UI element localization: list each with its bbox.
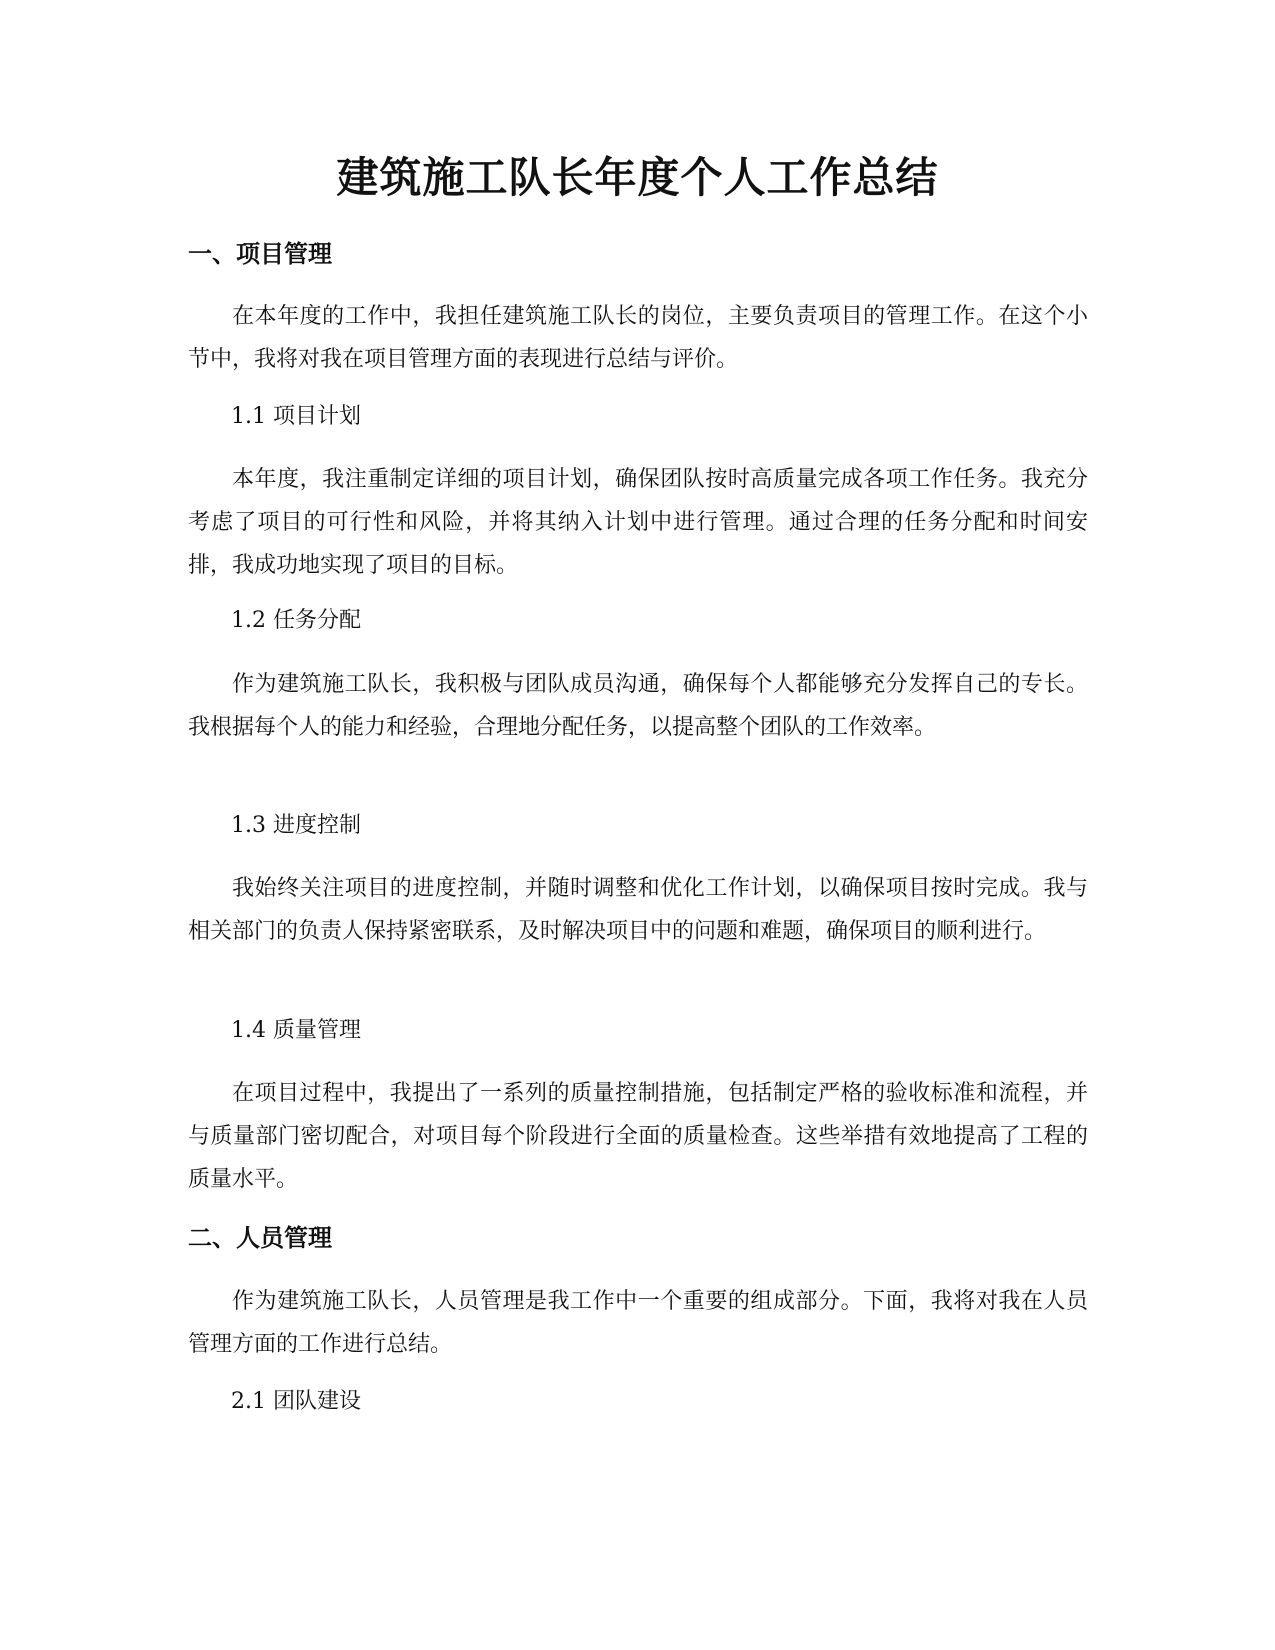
subsection-heading-quality-management: 1.4 质量管理 bbox=[231, 1018, 361, 1043]
subsection-heading-project-plan: 1.1 项目计划 bbox=[231, 404, 361, 429]
section-heading-personnel-management: 二、人员管理 bbox=[188, 1224, 332, 1252]
task-allocation-paragraph: 作为建筑施工队长，我积极与团队成员沟通，确保每个人都能够充分发挥自己的专长。我根据每个人的能力和经验，合理地分配任务，以提高整个团队的工作效率。 bbox=[188, 672, 1088, 740]
section2-intro-paragraph: 作为建筑施工队长，人员管理是我工作中一个重要的组成部分。下面，我将对我在人员管理方面的工作进行总结。 bbox=[188, 1289, 1088, 1357]
subsection-heading-team-building: 2.1 团队建设 bbox=[231, 1389, 361, 1414]
subsection-heading-task-allocation: 1.2 任务分配 bbox=[231, 608, 361, 633]
progress-control-paragraph: 我始终关注项目的进度控制，并随时调整和优化工作计划，以确保项目按时完成。我与相关部门的负责人保持紧密联系，及时解决项目中的问题和难题，确保项目的顺利进行。 bbox=[188, 876, 1088, 944]
document-title: 建筑施工队长年度个人工作总结 bbox=[336, 153, 939, 202]
section1-intro-paragraph: 在本年度的工作中，我担任建筑施工队长的岗位，主要负责项目的管理工作。在这个小节中，我将对我在项目管理方面的表现进行总结与评价。 bbox=[188, 304, 1088, 372]
quality-management-paragraph: 在项目过程中，我提出了一系列的质量控制措施，包括制定严格的验收标准和流程，并与质量部门密切配合，对项目每个阶段进行全面的质量检查。这些举措有效地提高了工程的质量水平。 bbox=[188, 1081, 1088, 1192]
section-heading-project-management: 一、项目管理 bbox=[188, 240, 332, 268]
project-plan-paragraph: 本年度，我注重制定详细的项目计划，确保团队按时高质量完成各项工作任务。我充分考虑了项目的可行性和风险，并将其纳入计划中进行管理。通过合理的任务分配和时间安排，我成功地实现了项目的目标。 bbox=[188, 467, 1088, 578]
subsection-heading-progress-control: 1.3 进度控制 bbox=[231, 813, 361, 838]
